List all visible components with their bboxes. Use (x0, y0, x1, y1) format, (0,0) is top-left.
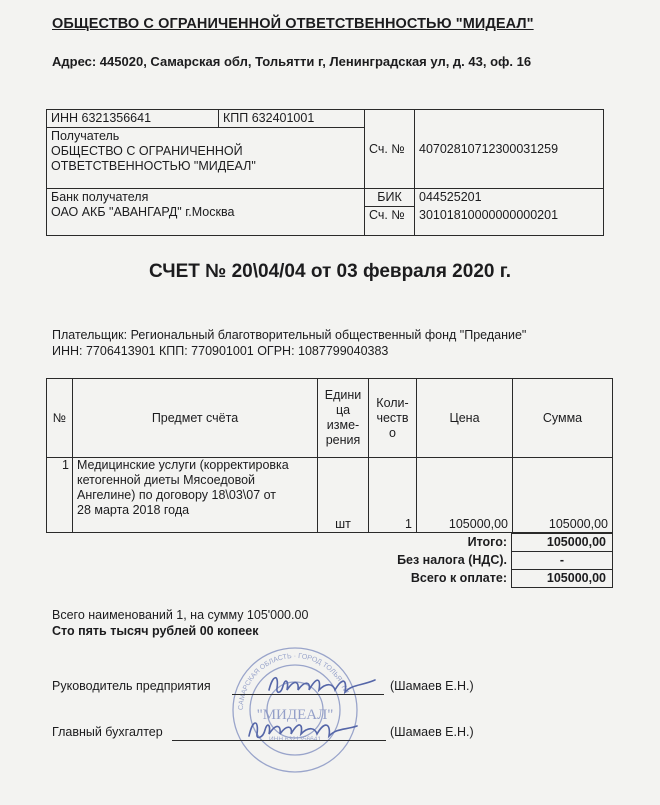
invoice-title: СЧЕТ № 20\04/04 от 03 февраля 2020 г. (148, 261, 512, 282)
stamp-ring-text: САМАРСКАЯ ОБЛАСТЬ · ГОРОД ТОЛЬЯТТИ (237, 652, 350, 711)
row-num: 1 (47, 458, 73, 533)
row-subject: Медицинские услуги (корректировка кетогенной диеты Мясоедовой Ангелине) по договору 18\03\07 от 28 марта 2018 года (73, 458, 318, 533)
corr-label: Сч. № (365, 207, 415, 236)
col-price: Цена (417, 379, 513, 458)
bik-label: БИК (365, 189, 415, 207)
col-qty: Коли- честв о (369, 379, 417, 458)
table-row (47, 458, 613, 533)
payer-block (52, 327, 526, 359)
account-label: Сч. № (365, 110, 415, 189)
company-address: Адрес: 445020, Самарская обл, Тольятти г, Ленинградская ул, д. 43, оф. 16 (52, 54, 532, 69)
items-table (46, 378, 613, 533)
totals-table (46, 533, 613, 588)
bik-value: 044525201 (415, 189, 604, 207)
total-label: Итого: (467, 535, 507, 549)
summary-count: Всего наименований 1, на сумму 105'000.00 (52, 608, 309, 622)
col-num: № (47, 379, 73, 458)
bank-label: Банк получателя (51, 190, 149, 204)
requisites-table (46, 109, 604, 236)
director-name: (Шамаев Е.Н.) (390, 679, 474, 693)
account-number: 40702810712300031259 (415, 110, 604, 189)
due-value: 105000,00 (512, 570, 613, 588)
recipient-name-line1: ОБЩЕСТВО С ОГРАНИЧЕННОЙ (51, 144, 243, 158)
vat-label: Без налога (НДС). (397, 553, 507, 567)
corr-account: 30101810000000000201 (415, 207, 604, 236)
row-sum: 105000,00 (513, 458, 613, 533)
bank-name: ОАО АКБ "АВАНГАРД" г.Москва (51, 205, 235, 219)
kpp-cell: КПП 632401001 (219, 110, 365, 128)
accountant-label: Главный бухгалтер (52, 725, 163, 739)
bank-cell (47, 189, 365, 236)
col-subject: Предмет счёта (73, 379, 318, 458)
vat-value: - (512, 552, 613, 570)
row-price: 105000,00 (417, 458, 513, 533)
inn-cell: ИНН 6321356641 (47, 110, 219, 128)
col-sum: Сумма (513, 379, 613, 458)
col-unit: Едини ца изме- рения (318, 379, 369, 458)
director-signature (265, 668, 380, 700)
stamp-center-text: "МИДЕАЛ" (256, 707, 334, 723)
company-name: ОБЩЕСТВО С ОГРАНИЧЕННОЙ ОТВЕТСТВЕННОСТЬЮ "МИДЕАЛ" (52, 16, 534, 32)
accountant-signature (245, 712, 360, 744)
director-label: Руководитель предприятия (52, 679, 211, 693)
recipient-label: Получатель (51, 129, 120, 143)
recipient-name-line2: ОТВЕТСТВЕННОСТЬЮ "МИДЕАЛ" (51, 159, 256, 173)
items-header-row (47, 379, 613, 458)
row-unit: шт (318, 458, 369, 533)
row-qty: 1 (369, 458, 417, 533)
total-value: 105000,00 (512, 534, 613, 552)
recipient-cell (47, 128, 365, 189)
payer-line2: ИНН: 7706413901 КПП: 770901001 ОГРН: 1087799040383 (52, 344, 389, 358)
accountant-name: (Шамаев Е.Н.) (390, 725, 474, 739)
due-label: Всего к оплате: (410, 571, 507, 585)
stamp-inn-text: ИНН 6321356641 (268, 736, 322, 743)
summary-block (52, 607, 308, 639)
payer-line1: Плательщик: Региональный благотворительный общественный фонд "Предание" (52, 328, 527, 342)
summary-words: Сто пять тысяч рублей 00 копеек (52, 624, 259, 638)
company-stamp (230, 645, 360, 775)
